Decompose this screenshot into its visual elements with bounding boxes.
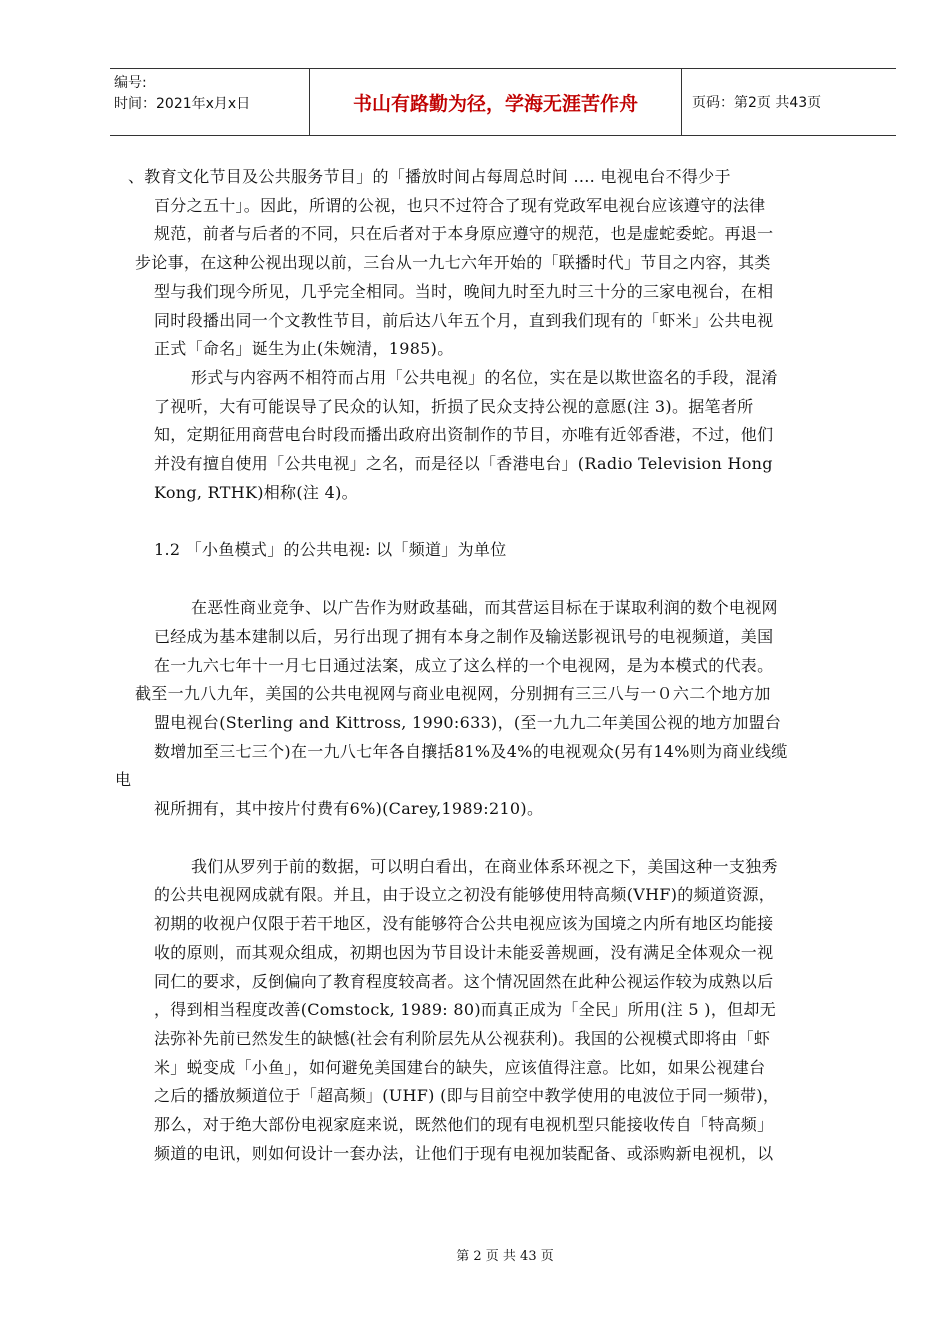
text-line: Kong, RTHK)相称(注 4)。 [154, 482, 358, 502]
page-header [110, 68, 896, 136]
text-line: 的公共电视网成就有限。并且，由于设立之初没有能够使用特高频(VHF)的频道资源， [154, 885, 776, 905]
text-line: 在恶性商业竞争、以广告作为财政基础，而其营运目标在于谋取利润的数个电视网 [191, 598, 778, 618]
text-line: 我们从罗列于前的数据，可以明白看出，在商业体系环视之下，美国这种一支独秀 [191, 856, 778, 876]
text-line: 百分之五十」。因此，所谓的公视，也只不过符合了现有党政军电视台应该遵守的法律 [154, 195, 766, 215]
text-line: ，得到相当程度改善(Comstock, 1989: 80)而真正成为「全民」所用(注 5 )，但却无 [154, 1000, 777, 1020]
text-line: 知，定期征用商营电台时段而播出政府出资制作的节目，亦唯有近邻香港，不过，他们 [154, 425, 774, 445]
document-date: 时间：2021年x月x日 [114, 96, 251, 112]
document-body [115, 163, 880, 1169]
text-line: 频道的电讯，则如何设计一套办法，让他们于现有电视加装配备、或添购新电视机，以 [154, 1143, 774, 1163]
header-page-number: 页码：第2页 共43页 [692, 95, 822, 111]
text-line: 同时段播出同一个文教性节目，前后达八年五个月，直到我们现有的「虾米」公共电视 [154, 310, 774, 330]
text-line: 同仁的要求，反倒偏向了教育程度较高者。这个情况固然在此种公视运作较为成熟以后 [154, 971, 774, 991]
text-line: 在一九六七年十一月七日通过法案，成立了这么样的一个电视网，是为本模式的代表。 [154, 655, 774, 675]
text-line: 并没有擅自使用「公共电视」之名，而是径以「香港电台」(Radio Television Hong [154, 454, 773, 474]
text-line: 、教育文化节目及公共服务节目」的「播放时间占每周总时间 .... 电视电台不得少于 [128, 167, 731, 186]
text-line: 数增加至三七三个)在一九八七年各自攘括81%及4%的电视观众(另有14%则为商业线缆 [154, 741, 788, 761]
text-line: 步论事，在这种公视出现以前，三台从一九七六年开始的「联播时代」节目之内容，其类 [135, 253, 771, 273]
text-line: 规范，前者与后者的不同，只在后者对于本身原应遵守的规范，也是虚蛇委蛇。再退一 [154, 224, 774, 244]
text-line: 收的原则，而其观众组成，初期也因为节目设计未能妥善规画，没有满足全体观众一视 [154, 942, 774, 962]
text-line: 正式「命名」诞生为止(朱婉清，1985)。 [154, 339, 454, 359]
page-footer: 第 2 页 共 43 页 [456, 1249, 554, 1264]
text-line: 初期的收视户仅限于若干地区，没有能够符合公共电视应该为国境之内所有地区均能接 [154, 914, 774, 934]
text-line: 之后的播放频道位于「超高频」(UHF) (即与目前空中教学使用的电波位于同一频带)， [154, 1086, 780, 1106]
document-number-label: 编号: [114, 75, 147, 91]
text-line: 已经成为基本建制以后，另行出现了拥有本身之制作及输送影视讯号的电视频道，美国 [154, 626, 774, 646]
text-line: 米」蜕变成「小鱼」，如何避免美国建台的缺失，应该值得注意。比如，如果公视建台 [154, 1057, 766, 1077]
header-meta [110, 69, 310, 135]
text-line: 形式与内容两不相符而占用「公共电视」的名位，实在是以欺世盗名的手段，混淆 [191, 367, 778, 387]
text-line: 盟电视台(Sterling and Kittross, 1990:633)，(至一九九二年美国公视的地方加盟台 [154, 712, 782, 732]
text-line: 电 [115, 770, 132, 790]
text-line: 了视听，大有可能误导了民众的认知，折损了民众支持公视的意愿(注 3)。据笔者所 [154, 396, 754, 416]
text-line: 视所拥有，其中按片付费有6%)(Carey,1989:210)。 [154, 799, 544, 819]
section-heading: 1.2 「小鱼模式」的公共电视: 以「频道」为单位 [154, 540, 507, 560]
text-line: 法弥补先前已然发生的缺憾(社会有利阶层先从公视获利)。我国的公视模式即将由「虾 [154, 1028, 771, 1048]
text-line: 型与我们现今所见，几乎完全相同。当时，晚间九时至九时三十分的三家电视台，在相 [154, 281, 774, 301]
header-motto: 书山有路勤为径，学海无涯苦作舟 [310, 69, 682, 135]
text-line: 截至一九八九年，美国的公共电视网与商业电视网，分别拥有三三八与一０六二个地方加 [135, 684, 771, 704]
text-line: 那么，对于绝大部份电视家庭来说，既然他们的现有电视机型只能接收传自「特高频」 [154, 1115, 774, 1135]
